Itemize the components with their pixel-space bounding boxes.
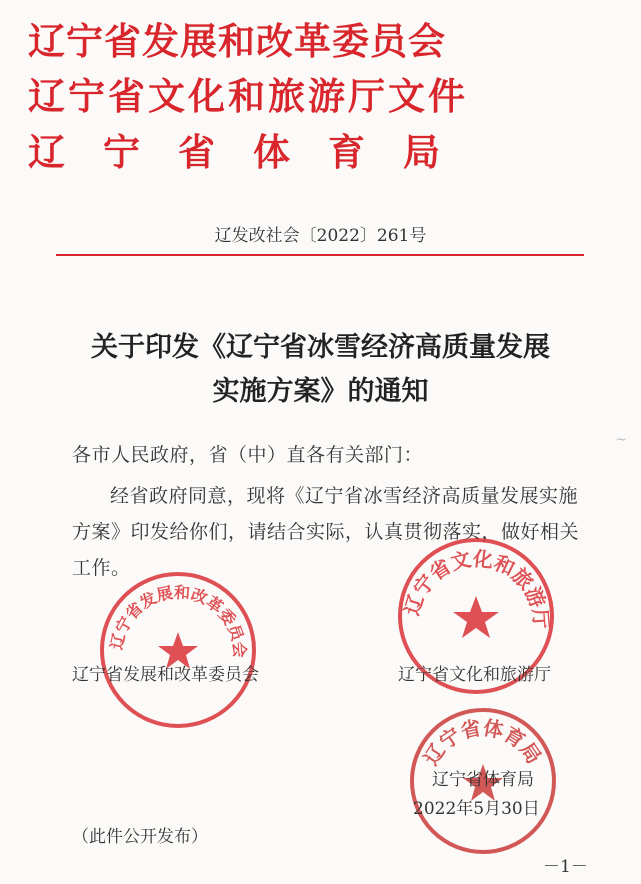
document-title-line-2: 实施方案》的通知 (212, 376, 429, 407)
red-divider (56, 254, 584, 256)
seal-development-reform-commission (98, 570, 258, 730)
signature-culture-tourism: 辽宁省文化和旅游厅 (398, 665, 551, 685)
signature-sports-bureau: 辽宁省体育局 (432, 770, 534, 790)
issuer-line-development-reform: 辽宁省发展和改革委员会 (28, 20, 446, 63)
publish-note: （此件公开发布） (72, 827, 208, 847)
signature-development-reform: 辽宁省发展和改革委员会 (72, 665, 259, 685)
body-paragraph-line-3: 工作。 (72, 557, 131, 579)
document-title-line-1: 关于印发《辽宁省冰雪经济高质量发展 (91, 332, 550, 363)
seal-3-text: 辽宁省体育局 (418, 715, 547, 770)
page-number: －1－ (543, 857, 588, 877)
issuer-line-sports-bureau: 辽宁省体育局 (28, 131, 478, 174)
issuer-line-culture-tourism: 辽宁省文化和旅游厅文件 (28, 75, 468, 118)
margin-mark: ~ (615, 432, 627, 448)
star-icon (453, 596, 499, 638)
seal-2-text: 辽宁省文化和旅游厅 (399, 546, 554, 630)
salutation: 各市人民政府，省（中）直各有关部门： (72, 444, 424, 466)
body-paragraph-line-1: 经省政府同意，现将《辽宁省冰雪经济高质量发展实施 (110, 485, 579, 507)
seal-1-text: 辽宁省发展和改革委员会 (106, 582, 250, 659)
issue-date: 2022年5月30日 (413, 799, 540, 819)
document-number: 辽发改社会〔2022〕261号 (214, 226, 427, 246)
body-paragraph-line-2: 方案》印发给你们，请结合实际，认真贯彻落实，做好相关 (72, 521, 580, 543)
